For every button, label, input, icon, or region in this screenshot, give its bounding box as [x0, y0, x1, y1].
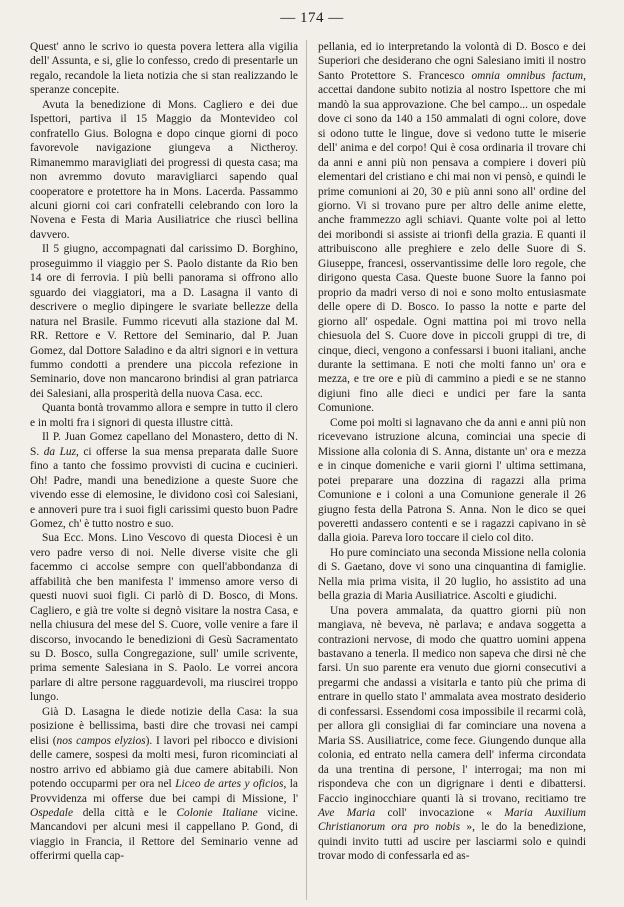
paragraph: Una povera ammalata, da quattro giorni più non mangiava, nè beveva, nè parlava; e andava soggetta a contrazioni nervose, di modo che quattro uomini appena bastavano a tenerla. Il medico non sapeva che dirsi nè che farsi. Un suo parente era venuto due giorni consecutivi a pregarmi che andassi a visitarla e tanto più che prima di entrare in quello stato l' ammalata avea mostrato desiderio di confessarsi. Essendomi cosa impossibile il recarmi colà, per allora gli consigliai di far cominciare una novena a Maria SS. Ausiliatrice, come fece. Giungendo dunque alla colonia, ed entrato nella camera dell' inferma circondata da una trentina di persone, l' interrogai; ma non mi rispondeva che con un digrignare i denti e dibattersi. Faccio inginocchiare quanti là si trovano, recitiamo tre Ave Maria coll' invocazione « Maria Auxilium Christianorum ora pro nobis », le do la benedizione, quindi invito tutti ad uscire per lasciarmi solo e quindi trovar modo di confessarla ed as-	[318, 604, 587, 863]
left-column	[30, 40, 298, 864]
paragraph: Il P. Juan Gomez capellano del Monastero, detto di N. S. da Luz, ci offerse la sua mensa preparata dalle Suore fino a tanto che fossimo provvisti di cucina e cucinieri. Oh! Padre, mandi una benedizione a queste Suore che vivendo esse di elemosine, le dividono così coi Salesiani, e annoveri pure tra i suoi figli carissimi questo buon Padre Gomez, ch' è tutto nostro e suo.	[30, 431, 299, 530]
paragraph: Il 5 giugno, accompagnati dal carissimo D. Borghino, proseguimmo il viaggio per S. Paolo distante da Rio ben 14 ore di ferrovia. I più belli panorama si offrono allo sguardo dei viaggiatori, ma a D. Lasagna il vanto di descrivere o meglio dipingere le svariate bellezze della natura nel Brasile. Fummo ricevuti alla stazione dal M. RR. Rettore e V. Rettore del Seminario, dal P. Juan Gomez, dal Dottore Saladino e da altri signori e in vettura fummo condotti a prendere una piccola refezione in Seminario, dove non mancarono brindisi al gran patriarca dei Salesiani, alla prosperità della nuova Casa. ecc.	[30, 243, 298, 400]
paragraph: Avuta la benedizione di Mons. Cagliero e dei due Ispettori, partiva il 15 Maggio da Montevideo col confratello Gius. Bologna e dopo cinque giorni di poco favorevole navigazione giungeva a Nictheroy. Rimanemmo maravigliati dei progressi di questa casa; ma non avremmo dovuto maravigliarci sapendo qual cooperatore e protettore ha in Mons. Lacerda. Passammo alcuni giorni coi cari confratelli celebrando con loro la Novena e Festa di Maria Ausiliatrice che riuscì bellina davvero.	[30, 98, 298, 241]
page-number: — 174 —	[280, 10, 344, 26]
paragraph: Ho pure cominciato una seconda Missione nella colonia di S. Gaetano, dove vi sono una cinquantina di famiglie. Nella mia prima visita, il 20 luglio, ho assistito ad una bella grazia di Maria Ausiliatrice. Ascolti e giudichi.	[318, 546, 586, 603]
paragraph: Sua Ecc. Mons. Lino Vescovo di questa Diocesi è un vero padre verso di noi. Nelle diverse visite che gli facemmo ci accolse sempre con quell'abbondanza di affabilità che ben manifesta l' immenso amore verso di questi nuovi suoi figli. Ci parlò di D. Bosco, di Mons. Cagliero, e già tre volte si degnò visitare la nostra Casa, e nella chiusura del mese del S. Cuore, volle venire a fare il discorso, invocando le benedizioni di Gesù Sacramentato su D. Bosco, sulla Congregazione, sull' umile scrivente, prima semente Salesiana in S. Paolo. Le vorrei ancora parlare di altre persone ragguardevoli, ma riuscirei troppo lungo.	[30, 532, 298, 704]
paragraph: Già D. Lasagna le diede notizie della Casa: la sua posizione è bellissima, basti dire che trovasi nei campi elisi (nos campos elyzios). I lavori pel ribocco e divisioni delle camere, sospesi da molti mesi, furon ricominciati al nostro arrivo ed abbiamo già due camere abitabili. Non potendo occuparmi per ora nel Liceo de artes y oficios, la Provvidenza mi offerse due bei campi di Missione, l' Ospedale della città e le Colonie Italiane vicine. Mancandovi per alcuni mesi il cappellano P. Gond, di viaggio in Francia, il Rettore del Seminario venne ad offerirmi quella cap-	[30, 705, 298, 863]
paragraph: Quanta bontà trovammo allora e sempre in tutto il clero e in molti fra i signori di questa illustre città.	[30, 402, 298, 429]
right-column	[318, 40, 586, 864]
paragraph: pellania, ed io interpretando la volontà di D. Bosco e dei Superiori che desiderano che ogni Salesiano imiti il nostro Santo Protettore S. Francesco omnia omnibus factum, accettai dandone subito notizia al nostro Ispettore che mi mandò la sua approvazione. Che bel campo... un ospedale dove ci sono da 140 a 150 ammalati di ogni colore, dove si odono tutte le lingue, dove si vedono tutte le miserie dell' anima e del corpo! Qui è cosa ordinaria il trovare chi da anni e anni più non pensava a compiere i doveri più elementari del cristiano e chi mai non vi pensò, e quindi le prime comunioni ai 20, 30 e più anni sono all' ordine del giorno. Vi si trovano pure per altro delle anime elette, anche frammezzo agli schiavi. Quante volte poi al letto dei moribondi si assiste ai trionfi della grazia. E quanti il attribuiscono alle preghiere e zelo delle Suore di S. Giuseppe, francesi, osservantissime delle loro regole, che dirigono questa Casa. Queste buone Suore la fanno poi proprio da madri verso di noi e sono molto entusiasmate delle opere di D. Bosco. Io passo la notte e parte del giorno all' ospedale. Ogni mattina poi mi trovo nella chiesuola del S. Cuore dove in piccoli gruppi di tre, di cinque, dieci, vengono a confessarsi i buoni italiani, anche durante la settimana. E noti che molti fanno un' ora e mezza, e tre ore e più di cammino a piedi e se ne stanno digiuni fino alle dieci e undici per fare la santa Comunione.	[318, 41, 586, 415]
paragraph: Quest' anno le scrivo io questa povera lettera alla vigilia dell' Assunta, e si, glie lo confesso, credo di presentarle un regalo, recandole la lieta notizia che si stan realizzando le speranze concepite.	[30, 41, 298, 97]
paragraph: Come poi molti si lagnavano che da anni e anni più non ricevevano istruzione alcuna, cominciai una specie di Missione alla colonia di S. Anna, distante un' ora e mezza e in cinque domeniche e varii giorni l' ultima settimana, potei preparare una dozzina di ragazzi alla prima Comunione e i coloni a una Comunione generale il 26 giugno festa della Patrona S. Anna. Non le dico se quei poveretti andassero contenti e se i ragazzi capivano in sè dalla gioia. Pareva loro toccare il cielo col dito.	[318, 416, 586, 545]
column-divider	[306, 40, 307, 900]
